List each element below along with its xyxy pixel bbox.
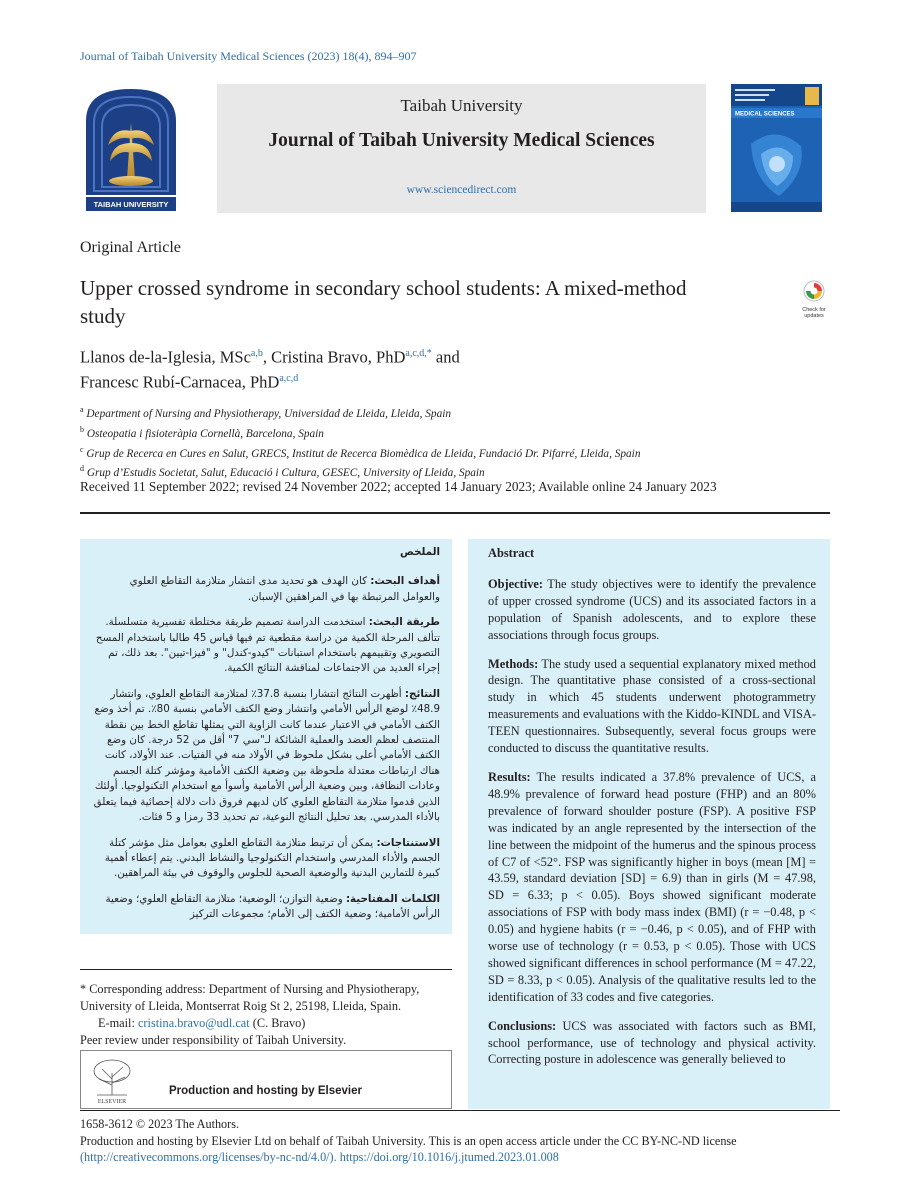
abstract-section: Objective: The study objectives were to identify the prevalence of upper crossed syndrome (UCS) and its associated factors in a population of Spanish adolescents, and to explore these associations through focus groups. <box>488 576 816 642</box>
arabic-abstract-box <box>80 539 452 934</box>
arabic-abstract-heading: الملخص <box>400 546 440 558</box>
footnote <box>80 981 452 1049</box>
author-name[interactable]: Francesc Rubí-Carnacea, PhD <box>80 372 280 391</box>
affiliation-item: $^d$ Grup d’Estudis Societat, Salut, Educació i Cultura, GESEC, University of Lleida, Spain <box>80 464 485 480</box>
author-name[interactable]: Cristina Bravo, PhD <box>271 347 406 367</box>
journal-citation[interactable]: Journal of Taibah University Medical Sciences (2023) 18(4), 894‒907 <box>80 49 417 63</box>
author-separator: and <box>431 347 460 367</box>
check-updates-line1: Check for <box>802 307 826 313</box>
abstract-section: Conclusions: UCS was associated with factors such as BMI, school performance, use of technology and physical activity. Correcting posture in adolescence was generally believed to <box>488 1018 816 1067</box>
license-link[interactable]: (http://creativecommons.org/licenses/by-nc-nd/4.0/). <box>80 1150 337 1164</box>
divider-rule <box>80 512 830 514</box>
elsevier-tree-logo <box>87 1055 137 1105</box>
arabic-section: أهداف البحث: كان الهدف هو تحديد مدى انتشار متلازمة التقاطع العلوي والعوامل المرتبطة بها في المراهقين الإسبان. <box>129 575 440 603</box>
article-type: Original Article <box>80 239 181 256</box>
email-link[interactable]: cristina.bravo@udl.cat <box>137 1016 250 1030</box>
doi-link[interactable]: https://doi.org/10.1016/j.jtumed.2023.01.008 <box>339 1150 559 1164</box>
footnote-divider <box>80 969 452 970</box>
article-title: Upper crossed syndrome in secondary school students: A mixed-method study <box>80 276 687 328</box>
abstract-heading: Abstract <box>488 546 535 560</box>
arabic-section: طريقة البحث: استخدمت الدراسة تصميم طريقة مختلطة تفسيرية متسلسلة. تتألف المرحلة الكمية من دراسة مقطعية تم فيها قياس 45 طالبا باستخدام المسح التصويري وتقييمهم باستخدام استبانات "كيدو-كندل" و "فيزا-تيين". بعد ذلك، تم إجراء العديد من الاجتماعات لمناقشة النتائج الكمية. <box>95 616 440 675</box>
license-text: Production and hosting by Elsevier Ltd on behalf of Taibah University. This is an open access article under the CC BY-NC-ND license (http://creativecommons.org/licenses/by-nc-nd/4.0/). https://doi.org/10.1016/j.jtumed.2023.01.008 <box>80 1133 737 1164</box>
check-updates-icon <box>803 280 825 302</box>
journal-banner <box>217 84 706 213</box>
check-for-updates-badge[interactable] <box>792 280 836 320</box>
check-updates-line2: updates <box>804 313 824 319</box>
author-affiliation-marks[interactable]: a,c,d,* <box>405 348 432 359</box>
peer-review-note: Peer review under responsibility of Taibah University. <box>80 1033 347 1047</box>
arabic-section: الكلمات المفتاحية: وضعية التوازن؛ الوضعية؛ متلازمة التقاطع العلوي؛ وضعية الرأس الأمامية؛ وضعية الكتف إلى الأمام؛ مجموعات التركيز <box>105 892 440 921</box>
bottom-divider <box>80 1110 840 1111</box>
elsevier-hosting-box <box>80 1050 452 1109</box>
author-list <box>80 343 720 392</box>
corresponding-address: * Corresponding address: Department of Nursing and Physiotherapy, University of Lleida, Montserrat Roig St 2, 25198, Lleida, Spain. <box>80 982 420 1013</box>
author-affiliation-marks[interactable]: a,c,d <box>279 372 299 384</box>
email-line: E-mail: cristina.bravo@udl.cat (C. Bravo) <box>98 1016 306 1030</box>
author-separator: , <box>262 347 272 367</box>
logo-wordmark: TAIBAH UNIVERSITY <box>93 200 169 209</box>
affiliation-item: $^b$ Osteopatia i fisioteràpia Cornellà, Barcelona, Spain <box>80 424 324 440</box>
abstract-section: Methods: The study used a sequential explanatory mixed method design. The quantitative phase consisted of a cross-sectional study in which 45 students underwent photogrammetry measurements and evaluations with the Kiddo-KINDL and VISA-TEEN questionnaires. Subsequently, several focus groups were conducted to discuss the quantitative results. <box>488 656 816 756</box>
journal-cover-image <box>731 84 822 212</box>
arabic-section: الاستنتاجات: يمكن أن ترتبط متلازمة التقاطع العلوي بعوامل مثل مؤشر كتلة الجسم والأداء المدرسي واستخدام التكنولوجيا والنشاط البدني. يتم إعطاء أهمية كبيرة للتمارين البدنية والوضعية الصحية للجلوس والوقوف في بيئة المراهقين. <box>104 836 440 880</box>
affiliation-item: $^c$ Grup de Recerca en Cures en Salut, GRECS, Institut de Recerca Biomèdica de Lleida, Fundació Dr. Pifarré, Lleida, Spain <box>80 444 641 460</box>
author-affiliation-marks[interactable]: a,b <box>250 348 263 359</box>
abstract-box <box>468 539 830 1109</box>
received-dates: Received 11 September 2022; revised 24 November 2022; accepted 14 January 2023; Available online 24 January 2023 <box>80 479 717 494</box>
cover-title: MEDICAL SCIENCES <box>735 111 795 118</box>
license-footer <box>80 1116 840 1166</box>
elsevier-wordmark: ELSEVIER <box>97 1099 127 1105</box>
abstract-section: Results: The results indicated a 37.8% prevalence of UCS, a 48.9% prevalence of forward head posture (FHP) and an 80% prevalence of forward shoulder posture (FSP). A positive FSP was indicated by an angle represented by the intersection of the line between the midpoint of the humerus and the spinous process of C7 of <52°. FSP was significantly higher in boys (mean [M] = 43.59, standard deviation [SD] = 6.9) than in girls (M = 47.98, SD = 6.33; p < 0.05). Boys showed significant moderate associations of FSP with body mass index (BMI) (r = −0.48, p < 0.05) and hygiene habits (r = −0.46, p < 0.05), and of FHP with worse use of technology (r = 0.53, p < 0.05). Those with UCS showed significant differences in school performance (M = 47.22, SD = 8.33, p < 0.05). Analysis of the qualitative results led to the identification of 33 codes and five categories. <box>488 769 816 1004</box>
author-name[interactable]: Llanos de-la-Iglesia, MSc <box>80 347 251 367</box>
taibah-university-logo <box>80 83 182 213</box>
issn-copyright: 1658-3612 © 2023 The Authors. <box>80 1117 240 1131</box>
sciencedirect-link[interactable]: www.sciencedirect.com <box>406 184 517 196</box>
affiliation-list <box>80 402 640 481</box>
journal-name: Journal of Taibah University Medical Sciences <box>268 130 655 151</box>
university-name: Taibah University <box>400 96 523 115</box>
arabic-section: النتائج: أظهرت النتائج انتشارا بنسبة 37.8٪ لمتلازمة التقاطع العلوي، وانتشار 48.9٪ لوضع الرأس الأمامي وانتشار وضع الكتف الأمامي بنسبة 80٪. تم أخذ وضع الكتف الأمامي في الاعتبار عندما كانت الزاوية التي يمثلها تقاطع الخط بين نقطة المنتصف لعظم العضد والعملية الشائكة لـ"سي 7" أقل من 52 درجة. كان وضع الكتف الأمامي أعلى بشكل ملحوظ في الأولاد منه في الفتيات. عند الأولاد، كانت هناك ارتباطات معتدلة ملحوظة بين وضعية الكتف الأمامية ومؤشر كتلة الجسم وعادات النظافة، وبين وضعية الرأس الأمامية وأسوأ مع استخدام التكنولوجيا. أولئك الذين قدموا متلازمة التقاطع العلوي كان لديهم فروق ذات دلالة إحصائية فيما يتعلق بالأداء المدرسي. بعد تحليل النتائج النوعية، تم تحديد 33 رمزا و 5 فئات. <box>93 687 440 824</box>
production-hosting-label: Production and hosting by Elsevier <box>169 1085 362 1097</box>
affiliation-item: $^a$ Department of Nursing and Physiotherapy, Universidad de Lleida, Lleida, Spain <box>80 405 452 420</box>
